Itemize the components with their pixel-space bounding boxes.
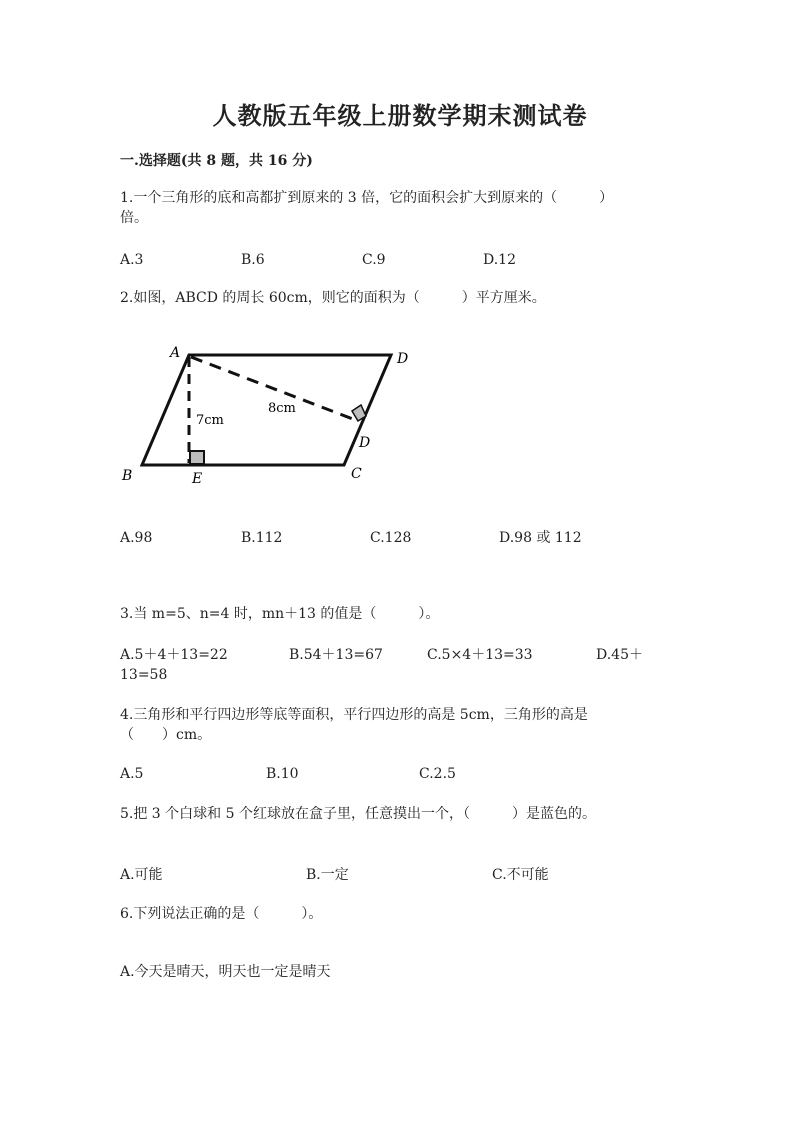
question-5: 5.把 3 个白球和 5 个红球放在盒子里，任意摸出一个，（ ）是蓝色的。: [120, 806, 596, 822]
q2-option-d: D.98 或 112: [499, 530, 582, 546]
question-3: 3.当 m=5、n=4 时，mn＋13 的值是（ ）。: [120, 606, 440, 622]
parallelogram-figure: [110, 335, 420, 495]
label-c: C: [351, 466, 362, 482]
q1-option-c: C.9: [362, 252, 386, 268]
label-b: B: [122, 468, 133, 484]
q5-option-a: A.可能: [120, 867, 163, 883]
q4-option-a: A.5: [120, 766, 144, 782]
label-d-top: D: [397, 351, 409, 367]
q1-option-d: D.12: [483, 252, 516, 268]
q3-option-d: D.45＋: [596, 647, 643, 663]
question-1-line2: 倍。: [120, 210, 148, 226]
q4-option-b: B.10: [266, 766, 299, 782]
height-label-7cm: 7cm: [196, 413, 224, 428]
question-6: 6.下列说法正确的是（ ）。: [120, 906, 323, 922]
label-a: A: [170, 345, 181, 361]
question-2: 2.如图，ABCD 的周长 60cm，则它的面积为（ ）平方厘米。: [120, 290, 546, 306]
question-1-line1: 1.一个三角形的底和高都扩到原来的 3 倍，它的面积会扩大到原来的（ ）: [120, 190, 614, 206]
question-4-line1: 4.三角形和平行四边形等底等面积，平行四边形的高是 5cm，三角形的高是: [120, 707, 588, 723]
q5-option-b: B.一定: [306, 867, 349, 883]
right-angle-e: [190, 451, 204, 464]
q2-option-a: A.98: [120, 530, 153, 546]
q2-option-c: C.128: [370, 530, 412, 546]
label-e: E: [192, 471, 203, 487]
section-heading: 一.选择题(共 8 题，共 16 分): [120, 153, 313, 169]
page-title: 人教版五年级上册数学期末测试卷: [212, 101, 588, 130]
question-1: [120, 188, 680, 228]
label-d-foot: D: [359, 435, 371, 451]
q6-option-a: A.今天是晴天，明天也一定是晴天: [120, 964, 331, 980]
q3-option-d-continued: 13=58: [120, 667, 168, 683]
question-4-line2: （ ）cm。: [120, 727, 212, 743]
q2-option-b: B.112: [241, 530, 283, 546]
q1-option-a: A.3: [120, 252, 144, 268]
q4-option-c: C.2.5: [419, 766, 456, 782]
height-label-8cm: 8cm: [268, 401, 296, 416]
q1-option-b: B.6: [241, 252, 265, 268]
q3-option-b: B.54＋13=67: [289, 647, 383, 663]
question-4: [120, 705, 680, 745]
q3-option-a: A.5＋4＋13=22: [120, 647, 228, 663]
q3-option-c: C.5×4＋13=33: [427, 647, 533, 663]
q5-option-c: C.不可能: [492, 867, 549, 883]
